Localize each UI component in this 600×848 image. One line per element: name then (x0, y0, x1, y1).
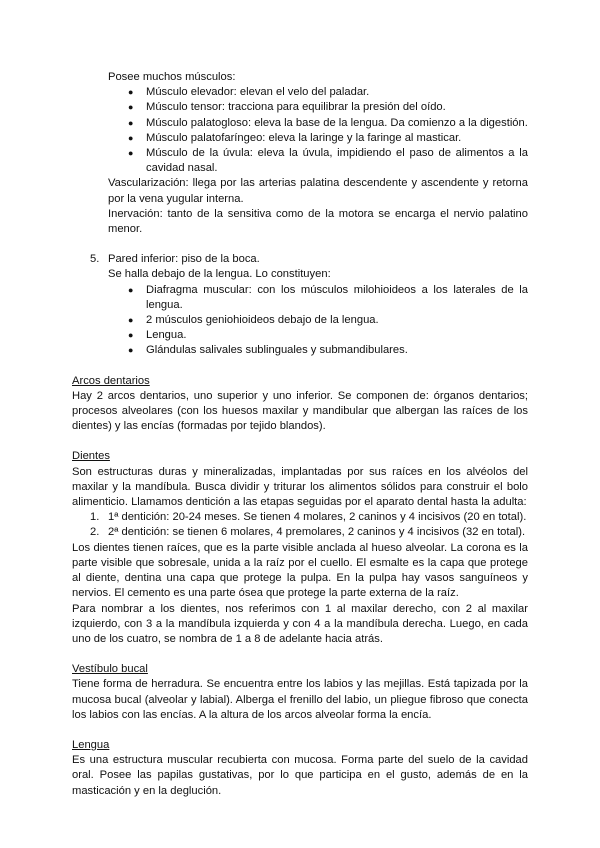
list-item: ● Músculo de la úvula: eleva la úvula, impidiendo el paso de alimentos a la cavidad nasal. (128, 146, 528, 176)
list-item: ● Músculo palatofaríngeo: eleva la laringe y la faringe al masticar. (128, 131, 528, 146)
dientes-paragraph-3: Para nombrar a los dientes, nos referimos con 1 al maxilar derecho, con 2 al maxilar izquierdo, con 3 a la mandíbula izquierda y con 4 a la mandíbula derecha. Luego, en cada uno de los cuatro, se nombra de 1 a 8 de adelante hacia atrás. (72, 602, 528, 645)
list-item (72, 252, 528, 267)
lengua-heading: Lengua (72, 738, 110, 751)
vascularizacion-paragraph: Vascularización: llega por las arterias palatina descendente y ascendente y retorna por la vena yugular interna. (108, 177, 528, 205)
list-item: ● Músculo elevador: elevan el velo del paladar. (128, 85, 528, 100)
list-number: 5. (90, 253, 100, 266)
list-item (72, 510, 528, 525)
arcos-heading: Arcos dentarios (72, 374, 150, 387)
list-number: 2. (90, 526, 100, 539)
list-number: 1. (90, 511, 100, 524)
denticion-text: 2ª dentición: se tienen 6 molares, 4 premolares, 2 caninos y 4 incisivos (32 en total). (108, 526, 526, 539)
list-item (72, 525, 528, 540)
denticion-list (72, 510, 528, 540)
denticion-text: 1ª dentición: 20-24 meses. Se tienen 4 molares, 2 caninos y 4 incisivos (20 en total). (108, 511, 527, 524)
lengua-paragraph: Es una estructura muscular recubierta con mucosa. Forma parte del suelo de la cavidad oral. Posee las papilas gustativas, por lo que participa en el gusto, además de en la masticación y en la deglución. (72, 754, 528, 797)
list-item: ● Diafragma muscular: con los músculos milohioideos a los laterales de la lengua. (128, 283, 528, 313)
muscles-list (128, 85, 528, 176)
vestibulo-heading: Vestíbulo bucal (72, 663, 148, 676)
vestibulo-paragraph: Tiene forma de herradura. Se encuentra entre los labios y las mejillas. Está tapizada por la mucosa bucal (alveolar y labial). Alberga el frenillo del labio, un pliegue fibroso que conecta los labios con las encías. A la altura de los arcos alveolar forma la encía. (72, 678, 528, 721)
document-page (72, 70, 528, 799)
arcos-paragraph: Hay 2 arcos dentarios, uno superior y uno inferior. Se componen de: órganos dentarios; procesos alveolares (con los huesos maxilar y mandibular que albergan las raíces de los dientes) y las encías (formadas por tejido blandos). (72, 389, 528, 433)
dientes-paragraph-2: Los dientes tienen raíces, que es la parte visible anclada al hueso alveolar. La corona es la parte visible que sobresale, unida a la raíz por el cuello. El esmalte es la capa que protege al diente, dentina una capa que protege la pulpa. En la pulpa hay vasos sanguíneos y nervios. El cemento es una parte ósea que protege la parte externa de la raíz. (72, 541, 528, 600)
list-item: ● Glándulas salivales sublinguales y submandibulares. (128, 343, 528, 358)
pared-list (72, 252, 528, 267)
pared-title: Pared inferior: piso de la boca. (108, 253, 260, 266)
list-item: ● Músculo tensor: tracciona para equilibrar la presión del oído. (128, 100, 528, 115)
inervacion-paragraph: Inervación: tanto de la sensitiva como de la motora se encarga el nervio palatino menor. (108, 207, 528, 236)
pared-items (128, 283, 528, 359)
dientes-heading: Dientes (72, 450, 110, 463)
pared-subtitle: Se halla debajo de la lengua. Lo constituyen: (108, 268, 331, 281)
dientes-paragraph-1: Son estructuras duras y mineralizadas, implantadas por sus raíces en los alvéolos del maxilar y la mandíbula. Busca dividir y triturar los alimentos sólidos para construir el bolo alimenticio. Llamamos dentición a las etapas seguidas por el aparato dental hasta la adulta: (72, 465, 528, 509)
list-item: ● Lengua. (128, 328, 528, 343)
muscles-intro: Posee muchos músculos: (108, 71, 236, 83)
list-item: ● Músculo palatogloso: eleva la base de la lengua. Da comienzo a la digestión. (128, 116, 528, 131)
list-item: ● 2 músculos geniohioideos debajo de la lengua. (128, 313, 528, 328)
